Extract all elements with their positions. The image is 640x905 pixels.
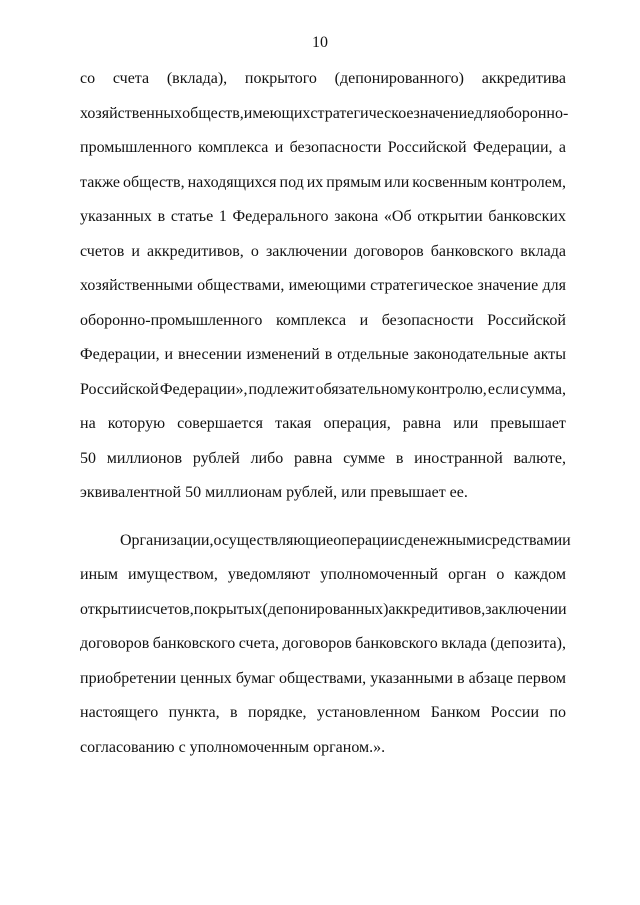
word: миллионов [106, 449, 183, 467]
word: России [490, 704, 540, 721]
word: обществами, [278, 669, 367, 687]
word: в [324, 346, 333, 363]
word: порядке, [248, 704, 307, 721]
word: указанных [80, 208, 152, 225]
text-line [80, 276, 566, 311]
word: по [549, 704, 566, 721]
text-line [80, 207, 566, 242]
word: в [157, 208, 166, 225]
word: (депонированного) [334, 70, 464, 87]
text-line [80, 380, 566, 415]
word: обязательному [315, 380, 416, 398]
word: имеющими [288, 277, 366, 294]
word: договоров [282, 635, 352, 652]
word: для [474, 104, 498, 122]
word: или [453, 415, 479, 432]
text-line [80, 104, 569, 139]
word: договоров [80, 635, 150, 652]
text-line [80, 345, 566, 380]
word: 1 [218, 208, 227, 225]
word: Банком [430, 704, 481, 721]
word: Российской [80, 380, 159, 398]
word: безопасности [289, 139, 382, 156]
word: о [496, 566, 505, 583]
page-number: 10 [312, 34, 328, 51]
word: хозяйственными [80, 277, 193, 294]
word: в [395, 449, 404, 467]
word: установленном [316, 704, 421, 721]
word: стратегическое [310, 104, 414, 122]
word: сумме [343, 449, 386, 467]
word: (депозита), [490, 635, 566, 652]
word: равна [294, 449, 333, 467]
word: банковского [152, 635, 236, 652]
text-line: эквивалентной 50 миллионам рублей, или превышает ее. [80, 484, 468, 501]
word: внесении [177, 346, 242, 363]
word: такая [275, 415, 312, 432]
word: пункта, [168, 704, 220, 721]
paragraph [80, 531, 571, 773]
word: для [542, 277, 566, 294]
word: первом [517, 669, 566, 687]
word: также [80, 173, 121, 191]
word: и [131, 242, 140, 260]
word: Российской [487, 311, 566, 329]
paragraph [80, 69, 569, 518]
word: аккредитивов, [146, 242, 244, 260]
text-line [80, 242, 566, 277]
text-line [80, 565, 566, 600]
word: изменений [246, 346, 320, 363]
word: если [487, 380, 519, 398]
word: осуществляющие [213, 531, 334, 549]
word: операции [333, 531, 398, 549]
text-line [80, 531, 571, 566]
word: хозяйственных [80, 104, 183, 122]
word: банковских [488, 208, 566, 225]
word: промышленного [80, 139, 192, 156]
word: открытии [417, 208, 483, 225]
word: денежными [404, 531, 485, 549]
word: открытии [80, 600, 146, 618]
word: имуществом, [127, 566, 218, 583]
word: иностранной [414, 449, 503, 467]
word: либо [250, 449, 284, 467]
word: счетов, [145, 600, 194, 618]
text-line [80, 669, 566, 704]
word: настоящего [80, 704, 159, 721]
text-line: согласованию с уполномоченным органом.». [80, 738, 386, 756]
word: и [274, 139, 284, 156]
word: комплекса [275, 311, 347, 329]
word: абзаце [468, 669, 513, 687]
text-line [80, 634, 566, 669]
word: аккредитива [481, 70, 566, 87]
word: указанными [370, 669, 453, 687]
word: ценных [180, 669, 232, 687]
text-line [80, 449, 566, 484]
word: уполномоченный [320, 566, 439, 583]
word: счета [112, 70, 150, 87]
word: о [250, 242, 259, 260]
word: под [279, 173, 304, 191]
word: со [80, 70, 96, 87]
word: банковского [430, 242, 514, 260]
word: заключении [485, 600, 567, 618]
word: подлежит [248, 380, 315, 398]
word: покрытого [244, 70, 317, 87]
word: уведомляют [227, 566, 311, 583]
word: рублей [192, 449, 240, 467]
word: вклада [520, 242, 566, 260]
word: а [558, 139, 566, 156]
word: аккредитивов, [388, 600, 486, 618]
word: контролем, [490, 173, 566, 191]
word: обществами, [197, 277, 285, 294]
word: находящихся [187, 173, 277, 191]
word: стратегическое [370, 277, 474, 294]
word: имеющих [243, 104, 311, 122]
word: (депонированных) [262, 600, 389, 618]
word: их [306, 173, 324, 191]
word: в [456, 669, 465, 687]
word: на [80, 415, 96, 432]
word: Российской [387, 139, 467, 156]
word: иным [80, 566, 118, 583]
document-body [80, 69, 571, 772]
word: Федерального [232, 208, 329, 225]
word: приобретении [80, 669, 177, 687]
word: в [230, 704, 238, 721]
word: Федерации», [159, 380, 248, 398]
word: и [562, 531, 571, 549]
word: и [164, 346, 174, 363]
word: валюте, [513, 449, 566, 467]
word: комплекса [198, 139, 269, 156]
text-line [80, 600, 566, 635]
word: банковского [355, 635, 438, 652]
word: законодательные [413, 346, 529, 363]
word: (вклада), [166, 70, 228, 87]
word: Федерации, [80, 346, 160, 363]
word: акты [533, 346, 566, 363]
text-line [80, 69, 566, 104]
word: договоров [354, 242, 424, 260]
word: счетов [80, 242, 125, 260]
paragraph-gap [80, 518, 566, 531]
word: отдельные [337, 346, 409, 363]
word: контролю, [416, 380, 487, 398]
word: «Об [383, 208, 412, 225]
word: которую [107, 415, 166, 432]
word: бумаг [235, 669, 275, 687]
text-line [80, 311, 566, 346]
word: орган [448, 566, 487, 583]
word: покрытых [193, 600, 263, 618]
word: оборонно- [497, 104, 569, 122]
word: оборонно-промышленного [80, 311, 263, 329]
word: безопасности [381, 311, 474, 329]
text-line [80, 138, 566, 173]
word: значение [413, 104, 475, 122]
word: или [384, 173, 410, 191]
word: равна [402, 415, 442, 432]
word: обществ, [182, 104, 244, 122]
word: Федерации, [472, 139, 553, 156]
word: закона [334, 208, 379, 225]
word: обществ, [122, 173, 185, 191]
word: статье [170, 208, 214, 225]
word: вклада [441, 635, 487, 652]
word: каждом [514, 566, 566, 583]
word: операция, [323, 415, 391, 432]
word: счета, [238, 635, 279, 652]
word: превышает [490, 415, 566, 432]
word: прямым [326, 173, 382, 191]
word: заключении [265, 242, 348, 260]
word: с [397, 531, 405, 549]
word: Организации, [120, 531, 214, 549]
word: и [359, 311, 369, 329]
text-line [80, 414, 566, 449]
text-line [80, 703, 566, 738]
text-line [80, 173, 566, 208]
word: сумма, [520, 380, 566, 398]
word: средствами [484, 531, 563, 549]
word: совершается [177, 415, 263, 432]
word: 50 [80, 449, 96, 467]
word: косвенным [412, 173, 488, 191]
word: значение [477, 277, 539, 294]
